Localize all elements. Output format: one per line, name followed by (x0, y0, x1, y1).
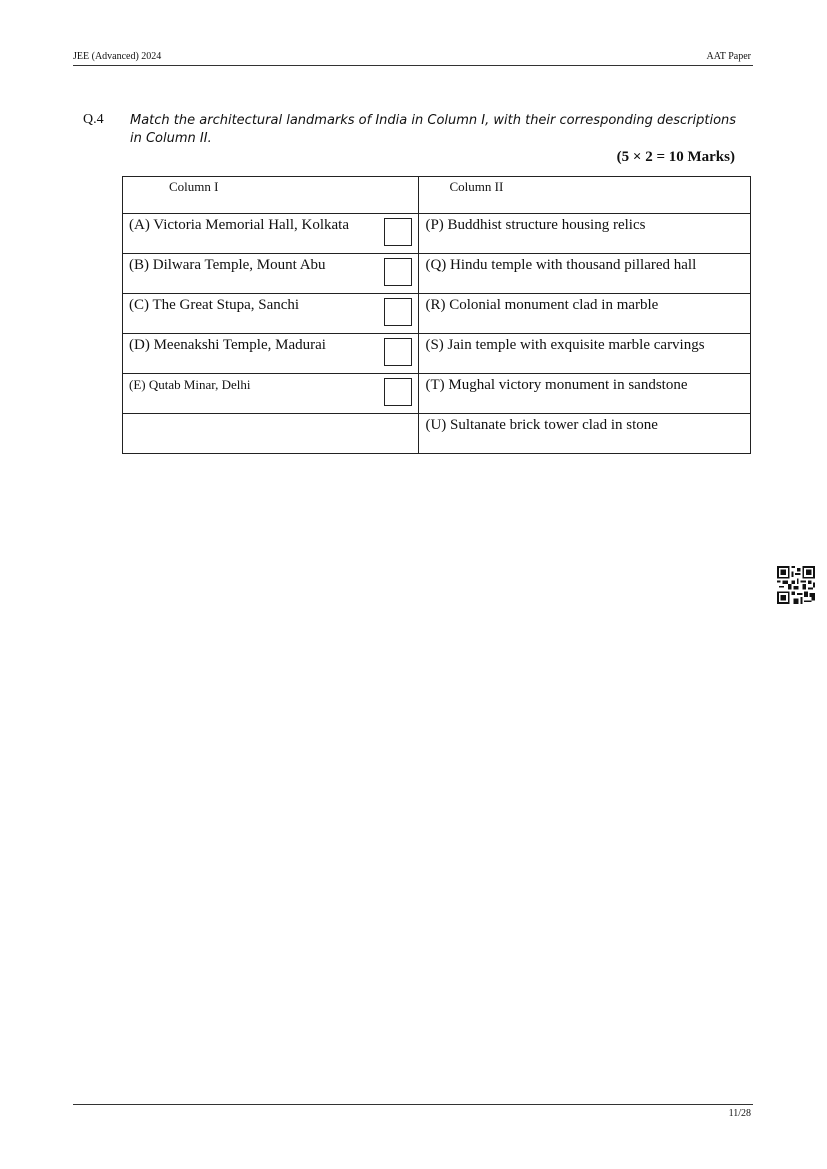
column-1-item: (A) Victoria Memorial Hall, Kolkata (129, 217, 350, 233)
column-1-item: (D) Meenakshi Temple, Madurai (129, 337, 326, 353)
column-2-item: (U) Sultanate brick tower clad in stone (425, 417, 658, 433)
page-footer (73, 1104, 753, 1119)
page-header (73, 50, 753, 66)
column-2-item: (Q) Hindu temple with thousand pillared hall (425, 257, 697, 273)
column-2-item: (P) Buddhist structure housing relics (425, 217, 646, 233)
exam-name: JEE (Advanced) 2024 (73, 51, 162, 62)
table-row (123, 334, 751, 374)
column-1-header: Column I (169, 179, 219, 194)
answer-box-a[interactable] (384, 218, 412, 246)
column-2-item: (T) Mughal victory monument in sandstone (425, 377, 688, 393)
column-1-item: (E) Qutab Minar, Delhi (129, 377, 251, 392)
question-marks: (5 × 2 = 10 Marks) (616, 149, 735, 165)
question-text: Match the architectural landmarks of India in Column I, with their corresponding descriptions in Column II. (130, 113, 737, 146)
table-row (123, 374, 751, 414)
column-1-item: (C) The Great Stupa, Sanchi (129, 297, 300, 313)
empty-cell (123, 414, 419, 454)
column-1-item: (B) Dilwara Temple, Mount Abu (129, 257, 326, 273)
match-table (122, 176, 751, 454)
answer-box-b[interactable] (384, 258, 412, 286)
column-2-item: (S) Jain temple with exquisite marble carvings (425, 337, 705, 353)
column-2-item: (R) Colonial monument clad in marble (425, 297, 659, 313)
answer-box-d[interactable] (384, 338, 412, 366)
table-header-row (123, 177, 751, 214)
column-2-header: Column II (449, 179, 504, 194)
table-row (123, 214, 751, 254)
question-number: Q.4 (83, 112, 104, 127)
answer-box-c[interactable] (384, 298, 412, 326)
paper-name: AAT Paper (706, 51, 751, 62)
qr-code-icon (777, 566, 815, 604)
table-row (123, 294, 751, 334)
table-row (123, 254, 751, 294)
table-row (123, 414, 751, 454)
answer-box-e[interactable] (384, 378, 412, 406)
page-number: 11/28 (728, 1108, 751, 1119)
